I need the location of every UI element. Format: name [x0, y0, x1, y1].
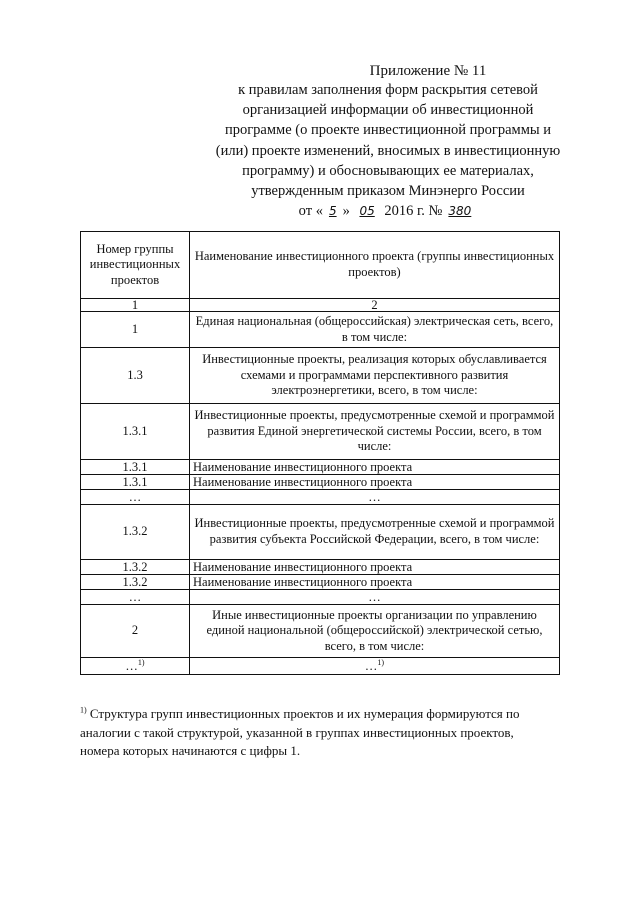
- ellipsis-cell: [81, 658, 190, 675]
- appendix-caption: [188, 80, 588, 221]
- ellipsis-cell: …: [190, 590, 560, 605]
- col1-number: 1: [81, 299, 190, 312]
- order-month: 05: [359, 204, 375, 219]
- appendix-title: Приложение № 11: [369, 63, 487, 79]
- order-number: 380: [448, 204, 472, 219]
- caption-line: организацией информации об инвестиционной: [242, 102, 534, 119]
- table-header-row: [81, 232, 560, 299]
- order-mid: »: [342, 203, 350, 220]
- group-number: 1.3.2: [81, 575, 190, 590]
- ellipsis-text: …: [125, 659, 138, 673]
- group-number: 1.3.1: [81, 404, 190, 460]
- group-number: 1.3.1: [81, 460, 190, 475]
- group-name: Единая национальная (общероссийская) электрическая сеть, всего, в том числе:: [190, 312, 560, 348]
- ellipsis-text: …: [364, 659, 378, 673]
- caption-line: к правилам заполнения форм раскрытия сетевой: [238, 82, 538, 98]
- caption-line: программу) и обосновывающих ее материалах,: [242, 162, 534, 179]
- table-row: [81, 505, 560, 560]
- group-name: Иные инвестиционные проекты организации по управлению единой национальной (общероссийской) электрической сетью, всего, в том числе:: [190, 605, 560, 658]
- footnote-text: Структура групп инвестиционных проектов и их нумерация формируются по аналогии с такой структурой, указанной в группах инвестиционных проектов, номера которых начинаются с цифры 1.: [80, 706, 520, 758]
- project-name: Наименование инвестиционного проекта: [190, 560, 560, 575]
- table-row: [81, 404, 560, 460]
- project-name: Наименование инвестиционного проекта: [190, 475, 560, 490]
- group-name: Инвестиционные проекты, предусмотренные схемой и программой развития Единой энергетической системы России, всего, в том числе:: [190, 404, 560, 460]
- col2-number: 2: [190, 299, 560, 312]
- footnote: [80, 705, 550, 761]
- table-row: [81, 575, 560, 590]
- col2-header: Наименование инвестиционного проекта (группы инвестиционных проектов): [190, 232, 560, 299]
- column-number-row: [81, 299, 560, 312]
- table-row: [81, 605, 560, 658]
- col1-header: Номер группы инвестиционных проектов: [81, 232, 190, 299]
- table-row: [81, 312, 560, 348]
- ellipsis-cell: …: [81, 590, 190, 605]
- order-year: 2016 г. №: [384, 203, 443, 220]
- group-number: 1.3.1: [81, 475, 190, 490]
- table-row: [81, 490, 560, 505]
- table-row: [81, 475, 560, 490]
- table-row: [81, 658, 560, 675]
- group-number: 1.3: [81, 348, 190, 404]
- table-row: [81, 560, 560, 575]
- group-number: 2: [81, 605, 190, 658]
- footnote-mark: 1): [137, 657, 145, 667]
- investment-groups-table: [80, 231, 560, 675]
- table-row: [81, 460, 560, 475]
- order-day: 5: [328, 204, 337, 219]
- group-number: 1: [81, 312, 190, 348]
- order-prefix: от «: [298, 203, 323, 220]
- ellipsis-cell: …: [81, 490, 190, 505]
- footnote-mark: 1): [80, 705, 87, 715]
- project-name: Наименование инвестиционного проекта: [190, 575, 560, 590]
- group-name: Инвестиционные проекты, предусмотренные схемой и программой развития субъекта Российской Федерации, всего, в том числе:: [190, 505, 560, 560]
- group-name: Инвестиционные проекты, реализация которых обуславливается схемами и программами перспективного развития электроэнергетики, всего, в том числе:: [190, 348, 560, 404]
- ellipsis-cell: [190, 658, 560, 675]
- ellipsis-cell: …: [190, 490, 560, 505]
- caption-line: программе (о проекте инвестиционной программы и: [224, 122, 552, 139]
- order-reference: [188, 201, 588, 221]
- group-number: 1.3.2: [81, 560, 190, 575]
- caption-line: утвержденным приказом Минэнерго России: [251, 183, 525, 200]
- caption-line: (или) проекте изменений, вносимых в инвестиционную: [215, 142, 561, 159]
- footnote-mark: 1): [377, 657, 385, 667]
- project-name: Наименование инвестиционного проекта: [190, 460, 560, 475]
- table-row: [81, 590, 560, 605]
- table-row: [81, 348, 560, 404]
- group-number: 1.3.2: [81, 505, 190, 560]
